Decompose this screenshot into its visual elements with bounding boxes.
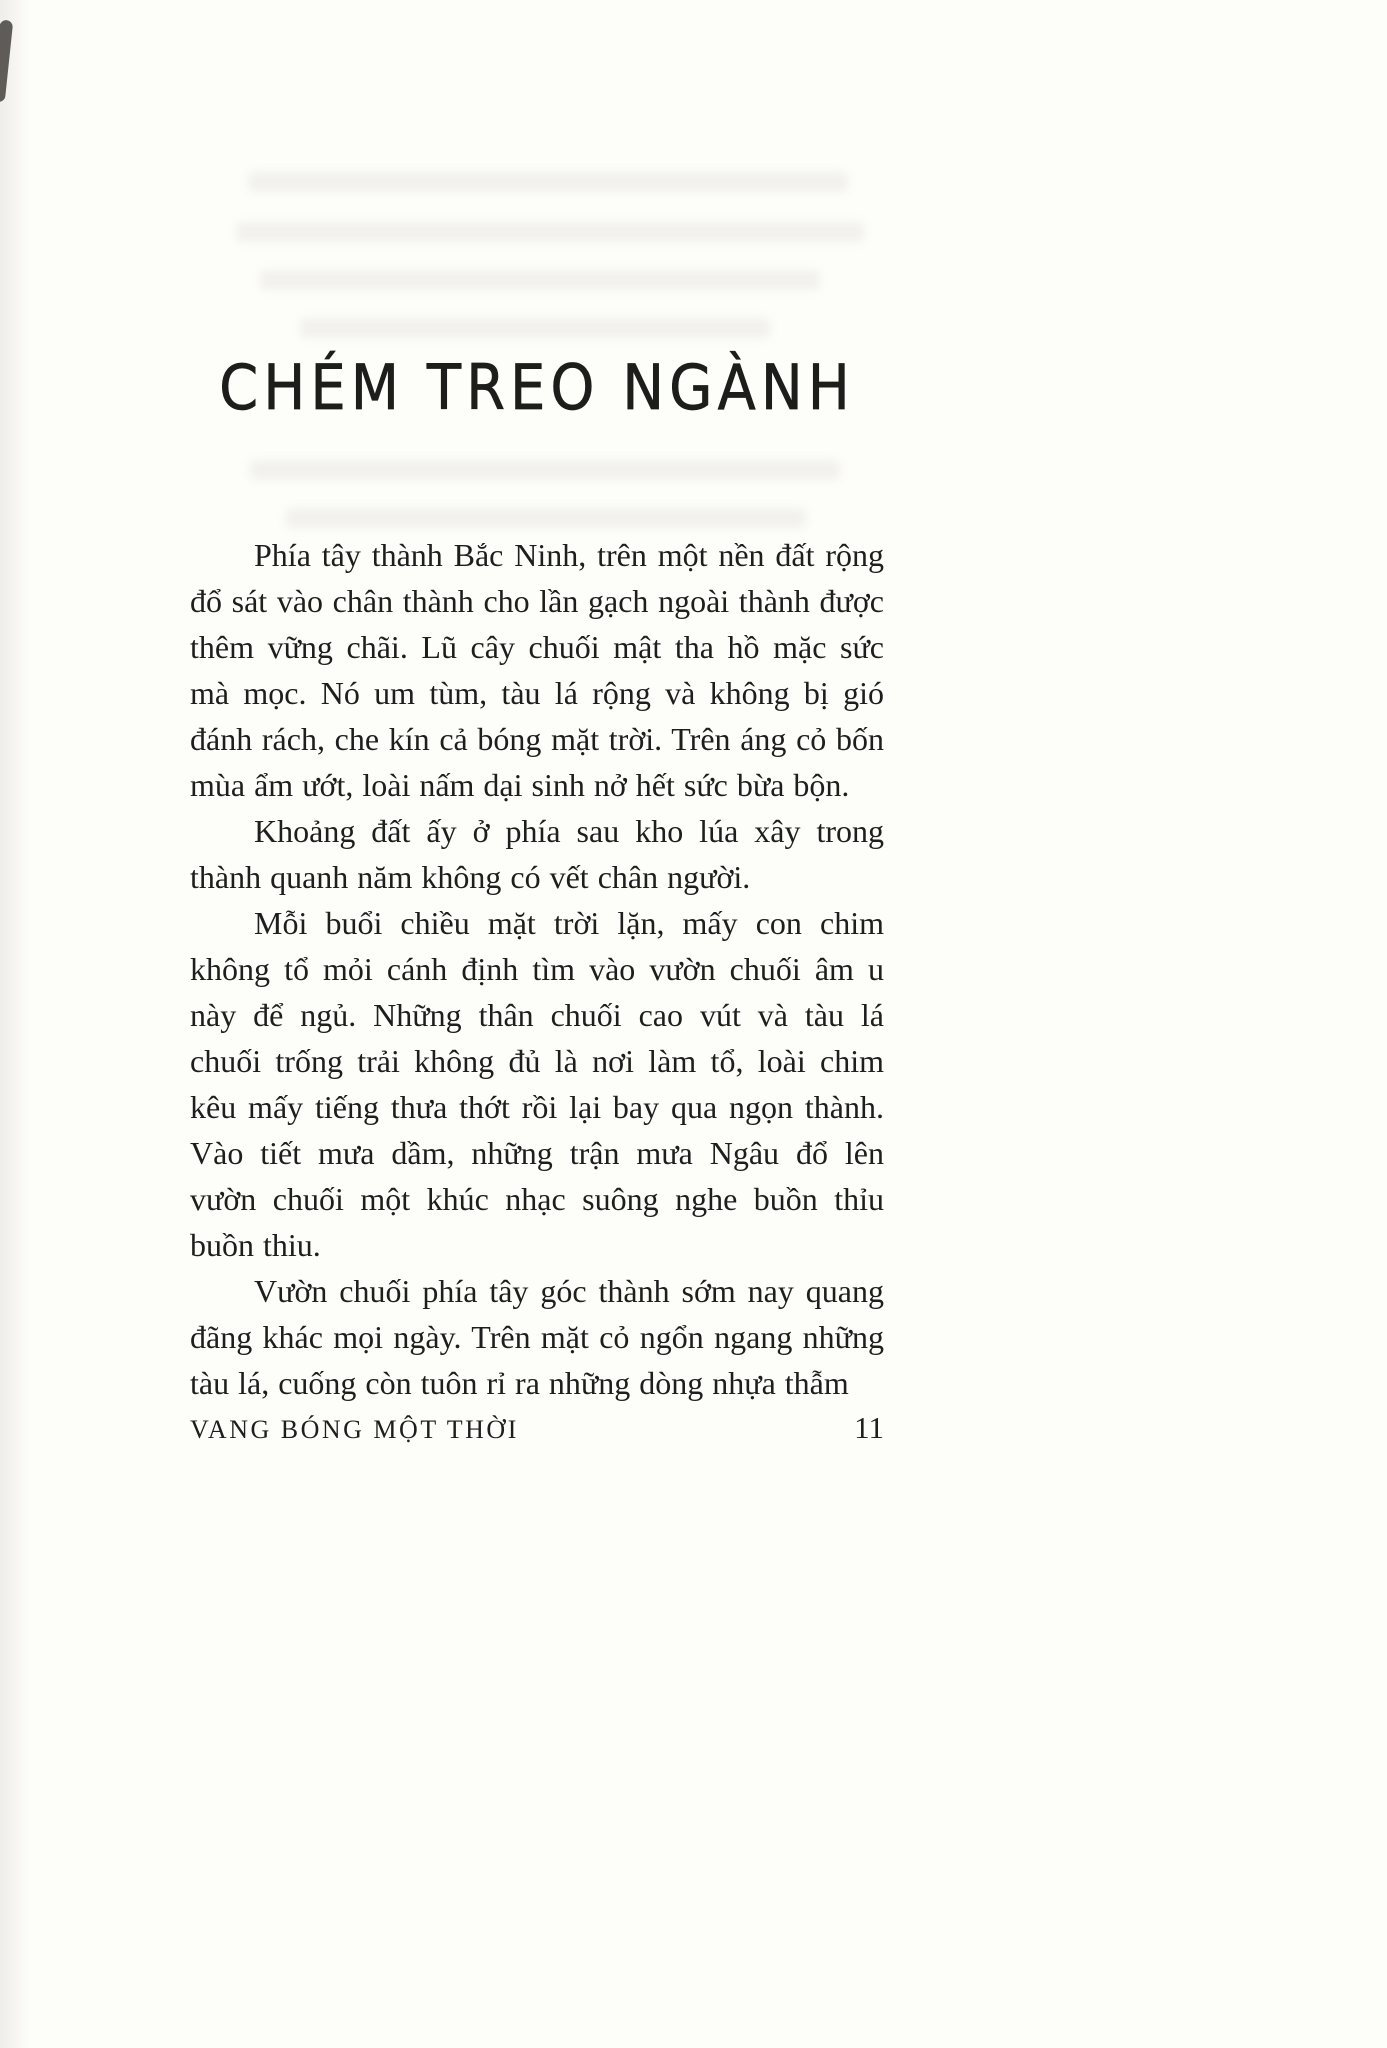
paragraph-3: Mỗi buổi chiều mặt trời lặn, mấy con chim không tổ mỏi cánh định tìm vào vườn chuối âm u này để ngủ. Những thân chuối cao vút và tàu lá chuối trống trải không đủ là nơi làm tổ, loài chim kêu mấy tiếng thưa thớt rồi lại bay qua ngọn thành. Vào tiết mưa dầm, những trận mưa Ngâu đổ lên vườn chuối một khúc nhạc suông nghe buồn thỉu buồn thiu. [190, 905, 884, 1263]
chapter-body [190, 532, 884, 1406]
ghost-line [300, 318, 770, 338]
page-footer [190, 1410, 884, 1446]
ghost-line [248, 172, 848, 192]
scan-corner-artifact [0, 20, 13, 103]
scan-left-edge-shadow [0, 0, 30, 2048]
ghost-line [250, 460, 840, 480]
ghost-line [236, 222, 864, 242]
chapter-title: CHÉM TREO NGÀNH [219, 352, 855, 425]
paragraph-1: Phía tây thành Bắc Ninh, trên một nền đất rộng đổ sát vào chân thành cho lần gạch ngoài thành được thêm vững chãi. Lũ cây chuối mật tha hồ mặc sức mà mọc. Nó um tùm, tàu lá rộng và không bị gió đánh rách, che kín cả bóng mặt trời. Trên áng cỏ bốn mùa ẩm ướt, loài nấm dại sinh nở hết sức bừa bộn. [190, 537, 884, 803]
running-title: VANG BÓNG MỘT THỜI [190, 1415, 519, 1444]
page-number: 11 [854, 1410, 884, 1445]
ghost-line [260, 270, 820, 290]
ghost-line [286, 508, 806, 528]
paragraph-4: Vườn chuối phía tây góc thành sớm nay quang đãng khác mọi ngày. Trên mặt cỏ ngổn ngang những tàu lá, cuống còn tuôn rỉ ra những dòng nhựa thẫm [190, 1273, 884, 1401]
paragraph-2: Khoảng đất ấy ở phía sau kho lúa xây trong thành quanh năm không có vết chân người. [190, 813, 884, 895]
